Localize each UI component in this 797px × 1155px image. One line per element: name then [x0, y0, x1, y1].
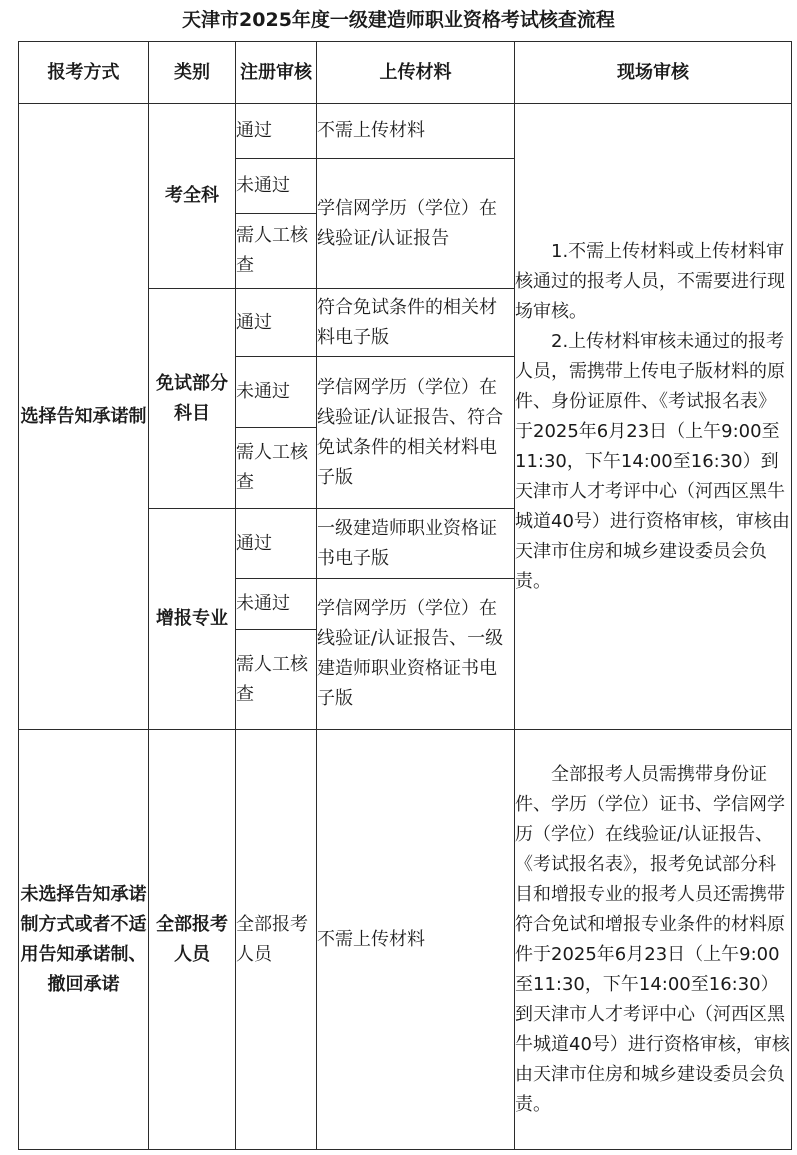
header-registration: 注册审核 — [236, 42, 317, 104]
category-cell: 免试部分科目 — [149, 289, 236, 509]
material-cell: 不需上传材料 — [317, 104, 515, 159]
registration-status: 需人工核查 — [236, 214, 317, 289]
onsite-cell — [515, 730, 792, 1150]
registration-status: 未通过 — [236, 357, 317, 428]
verification-process-table — [18, 41, 792, 1150]
registration-status: 未通过 — [236, 579, 317, 630]
table-row — [19, 730, 792, 1150]
table-row — [19, 104, 792, 159]
material-cell: 一级建造师职业资格证书电子版 — [317, 509, 515, 579]
header-method: 报考方式 — [19, 42, 149, 104]
category-cell: 增报专业 — [149, 509, 236, 730]
onsite-paragraph: 1.不需上传材料或上传材料审核通过的报考人员，不需要进行现场审核。 — [515, 240, 785, 322]
header-materials: 上传材料 — [317, 42, 515, 104]
onsite-paragraph: 全部报考人员需携带身份证件、学历（学位）证书、学信网学历（学位）在线验证/认证报告、《考试报名表》，报考免试部分科目和增报专业的报考人员还需携带符合免试和增报专业条件的材料原件于2025年6月23日（上午9:00至11:30，下午14:00至16:30）到天津市人才考评中心（河西区黑牛城道40号）进行资格审核，审核由天津市住房和城乡建设委员会负责。 — [515, 763, 790, 1115]
material-cell: 不需上传材料 — [317, 730, 515, 1150]
header-onsite: 现场审核 — [515, 42, 792, 104]
onsite-paragraph: 2.上传材料审核未通过的报考人员，需携带上传电子版材料的原件、身份证原件、《考试报名表》于2025年6月23日（上午9:00至11:30，下午14:00至16:30）到天津市人才考评中心（河西区黑牛城道40号）进行资格审核，审核由天津市住房和城乡建设委员会负责。 — [515, 330, 790, 592]
registration-status: 全部报考人员 — [236, 730, 317, 1150]
registration-status: 需人工核查 — [236, 630, 317, 730]
material-cell: 学信网学历（学位）在线验证/认证报告、一级建造师职业资格证书电子版 — [317, 579, 515, 730]
method-cell: 未选择告知承诺制方式或者不适用告知承诺制、撤回承诺 — [19, 730, 149, 1150]
material-cell: 学信网学历（学位）在线验证/认证报告、符合免试条件的相关材料电子版 — [317, 357, 515, 509]
material-cell: 学信网学历（学位）在线验证/认证报告 — [317, 159, 515, 289]
material-cell: 符合免试条件的相关材料电子版 — [317, 289, 515, 357]
header-category: 类别 — [149, 42, 236, 104]
registration-status: 未通过 — [236, 159, 317, 214]
registration-status: 通过 — [236, 509, 317, 579]
page-title: 天津市2025年度一级建造师职业资格考试核查流程 — [182, 9, 615, 31]
registration-status: 需人工核查 — [236, 428, 317, 509]
onsite-cell — [515, 104, 792, 730]
category-cell: 全部报考人员 — [149, 730, 236, 1150]
registration-status: 通过 — [236, 104, 317, 159]
header-row — [19, 42, 792, 104]
method-cell: 选择告知承诺制 — [19, 104, 149, 730]
registration-status: 通过 — [236, 289, 317, 357]
category-cell: 考全科 — [149, 104, 236, 289]
